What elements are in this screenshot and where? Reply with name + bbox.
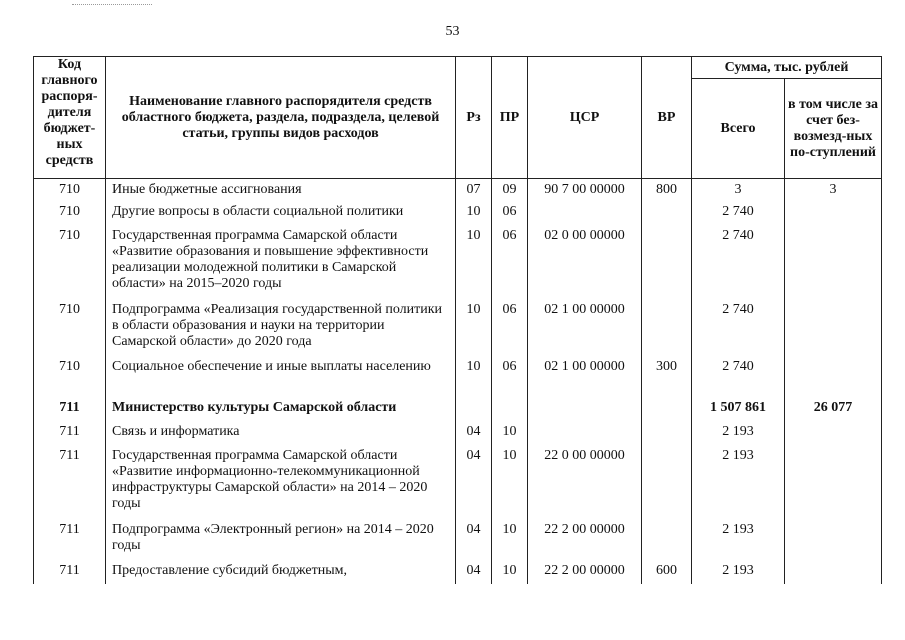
cell-vr: 300 bbox=[642, 356, 692, 397]
cell-pr: 10 bbox=[492, 445, 528, 519]
cell-vr bbox=[642, 397, 692, 421]
cell-code: 711 bbox=[34, 519, 106, 560]
cell-csr: 22 2 00 00000 bbox=[528, 519, 642, 560]
cell-code: 711 bbox=[34, 445, 106, 519]
cell-code: 710 bbox=[34, 299, 106, 356]
cell-rz: 07 bbox=[456, 179, 492, 201]
table-row bbox=[34, 445, 882, 519]
header-code: Код главного распоря-дителя бюджет-ных средств bbox=[34, 57, 106, 179]
cell-total: 2 193 bbox=[692, 560, 785, 584]
table-row bbox=[34, 201, 882, 225]
cell-incl bbox=[785, 519, 882, 560]
cell-pr: 06 bbox=[492, 201, 528, 225]
cell-incl bbox=[785, 225, 882, 299]
cell-code: 710 bbox=[34, 179, 106, 201]
cell-vr bbox=[642, 299, 692, 356]
cell-vr bbox=[642, 519, 692, 560]
scan-artifact bbox=[72, 4, 152, 7]
cell-code: 711 bbox=[34, 560, 106, 584]
cell-pr: 09 bbox=[492, 179, 528, 201]
cell-csr bbox=[528, 421, 642, 445]
cell-vr bbox=[642, 225, 692, 299]
cell-name: Другие вопросы в области социальной политики bbox=[106, 201, 456, 225]
cell-pr: 10 bbox=[492, 421, 528, 445]
cell-total: 2 740 bbox=[692, 356, 785, 397]
table-row bbox=[34, 397, 882, 421]
header-vr: ВР bbox=[642, 57, 692, 179]
cell-vr: 800 bbox=[642, 179, 692, 201]
header-sum: Сумма, тыс. рублей bbox=[692, 57, 882, 79]
cell-vr bbox=[642, 445, 692, 519]
cell-pr: 06 bbox=[492, 225, 528, 299]
cell-name: Подпрограмма «Реализация государственной политики в области образования и науки на территории Самарской области» до 2020 года bbox=[106, 299, 456, 356]
cell-name: Подпрограмма «Электронный регион» на 2014 – 2020 годы bbox=[106, 519, 456, 560]
cell-incl bbox=[785, 201, 882, 225]
cell-name: Иные бюджетные ассигнования bbox=[106, 179, 456, 201]
cell-total: 3 bbox=[692, 179, 785, 201]
cell-total: 1 507 861 bbox=[692, 397, 785, 421]
cell-name: Предоставление субсидий бюджетным, bbox=[106, 560, 456, 584]
header-total: Всего bbox=[692, 79, 785, 179]
table-row bbox=[34, 356, 882, 397]
cell-pr: 10 bbox=[492, 519, 528, 560]
budget-table bbox=[33, 56, 882, 584]
cell-csr: 02 1 00 00000 bbox=[528, 299, 642, 356]
cell-csr: 22 2 00 00000 bbox=[528, 560, 642, 584]
table-body bbox=[34, 179, 882, 584]
cell-csr bbox=[528, 201, 642, 225]
cell-name: Социальное обеспечение и иные выплаты населению bbox=[106, 356, 456, 397]
cell-incl: 26 077 bbox=[785, 397, 882, 421]
cell-code: 710 bbox=[34, 356, 106, 397]
cell-code: 711 bbox=[34, 421, 106, 445]
cell-incl bbox=[785, 356, 882, 397]
header-rz: Рз bbox=[456, 57, 492, 179]
page-number: 53 bbox=[445, 24, 460, 39]
cell-name: Государственная программа Самарской области «Развитие образования и повышение эффективности реализации молодежной политики в Самарской области» на 2015–2020 годы bbox=[106, 225, 456, 299]
cell-pr: 06 bbox=[492, 299, 528, 356]
cell-pr: 06 bbox=[492, 356, 528, 397]
cell-csr: 02 1 00 00000 bbox=[528, 356, 642, 397]
cell-rz: 04 bbox=[456, 445, 492, 519]
cell-csr bbox=[528, 397, 642, 421]
cell-rz: 04 bbox=[456, 560, 492, 584]
table-row bbox=[34, 179, 882, 201]
cell-rz: 04 bbox=[456, 421, 492, 445]
cell-csr: 02 0 00 00000 bbox=[528, 225, 642, 299]
header-csr: ЦСР bbox=[528, 57, 642, 179]
table-row bbox=[34, 299, 882, 356]
cell-rz: 10 bbox=[456, 299, 492, 356]
cell-total: 2 193 bbox=[692, 445, 785, 519]
table-row bbox=[34, 421, 882, 445]
cell-code: 710 bbox=[34, 201, 106, 225]
cell-rz bbox=[456, 397, 492, 421]
cell-rz: 10 bbox=[456, 356, 492, 397]
cell-total: 2 740 bbox=[692, 299, 785, 356]
cell-name: Государственная программа Самарской области «Развитие информационно-телекоммуникационной инфраструктуры Самарской области» на 2014 – 2020 годы bbox=[106, 445, 456, 519]
cell-pr bbox=[492, 397, 528, 421]
cell-incl bbox=[785, 299, 882, 356]
cell-name: Министерство культуры Самарской области bbox=[106, 397, 456, 421]
cell-code: 711 bbox=[34, 397, 106, 421]
cell-total: 2 740 bbox=[692, 201, 785, 225]
cell-name: Связь и информатика bbox=[106, 421, 456, 445]
table-header bbox=[34, 57, 882, 179]
header-name: Наименование главного распорядителя средств областного бюджета, раздела, подраздела, целевой статьи, группы видов расходов bbox=[106, 57, 456, 179]
cell-total: 2 193 bbox=[692, 421, 785, 445]
header-pr: ПР bbox=[492, 57, 528, 179]
header-incl: в том числе за счет без-возмезд-ных по-ступлений bbox=[785, 79, 882, 179]
cell-incl bbox=[785, 421, 882, 445]
cell-rz: 10 bbox=[456, 225, 492, 299]
cell-csr: 22 0 00 00000 bbox=[528, 445, 642, 519]
cell-rz: 04 bbox=[456, 519, 492, 560]
table-row bbox=[34, 225, 882, 299]
cell-vr bbox=[642, 421, 692, 445]
cell-total: 2 193 bbox=[692, 519, 785, 560]
cell-vr bbox=[642, 201, 692, 225]
cell-rz: 10 bbox=[456, 201, 492, 225]
cell-csr: 90 7 00 00000 bbox=[528, 179, 642, 201]
cell-pr: 10 bbox=[492, 560, 528, 584]
cell-total: 2 740 bbox=[692, 225, 785, 299]
cell-code: 710 bbox=[34, 225, 106, 299]
cell-incl bbox=[785, 445, 882, 519]
cell-incl: 3 bbox=[785, 179, 882, 201]
cell-incl bbox=[785, 560, 882, 584]
cell-vr: 600 bbox=[642, 560, 692, 584]
table-row bbox=[34, 560, 882, 584]
table-row bbox=[34, 519, 882, 560]
